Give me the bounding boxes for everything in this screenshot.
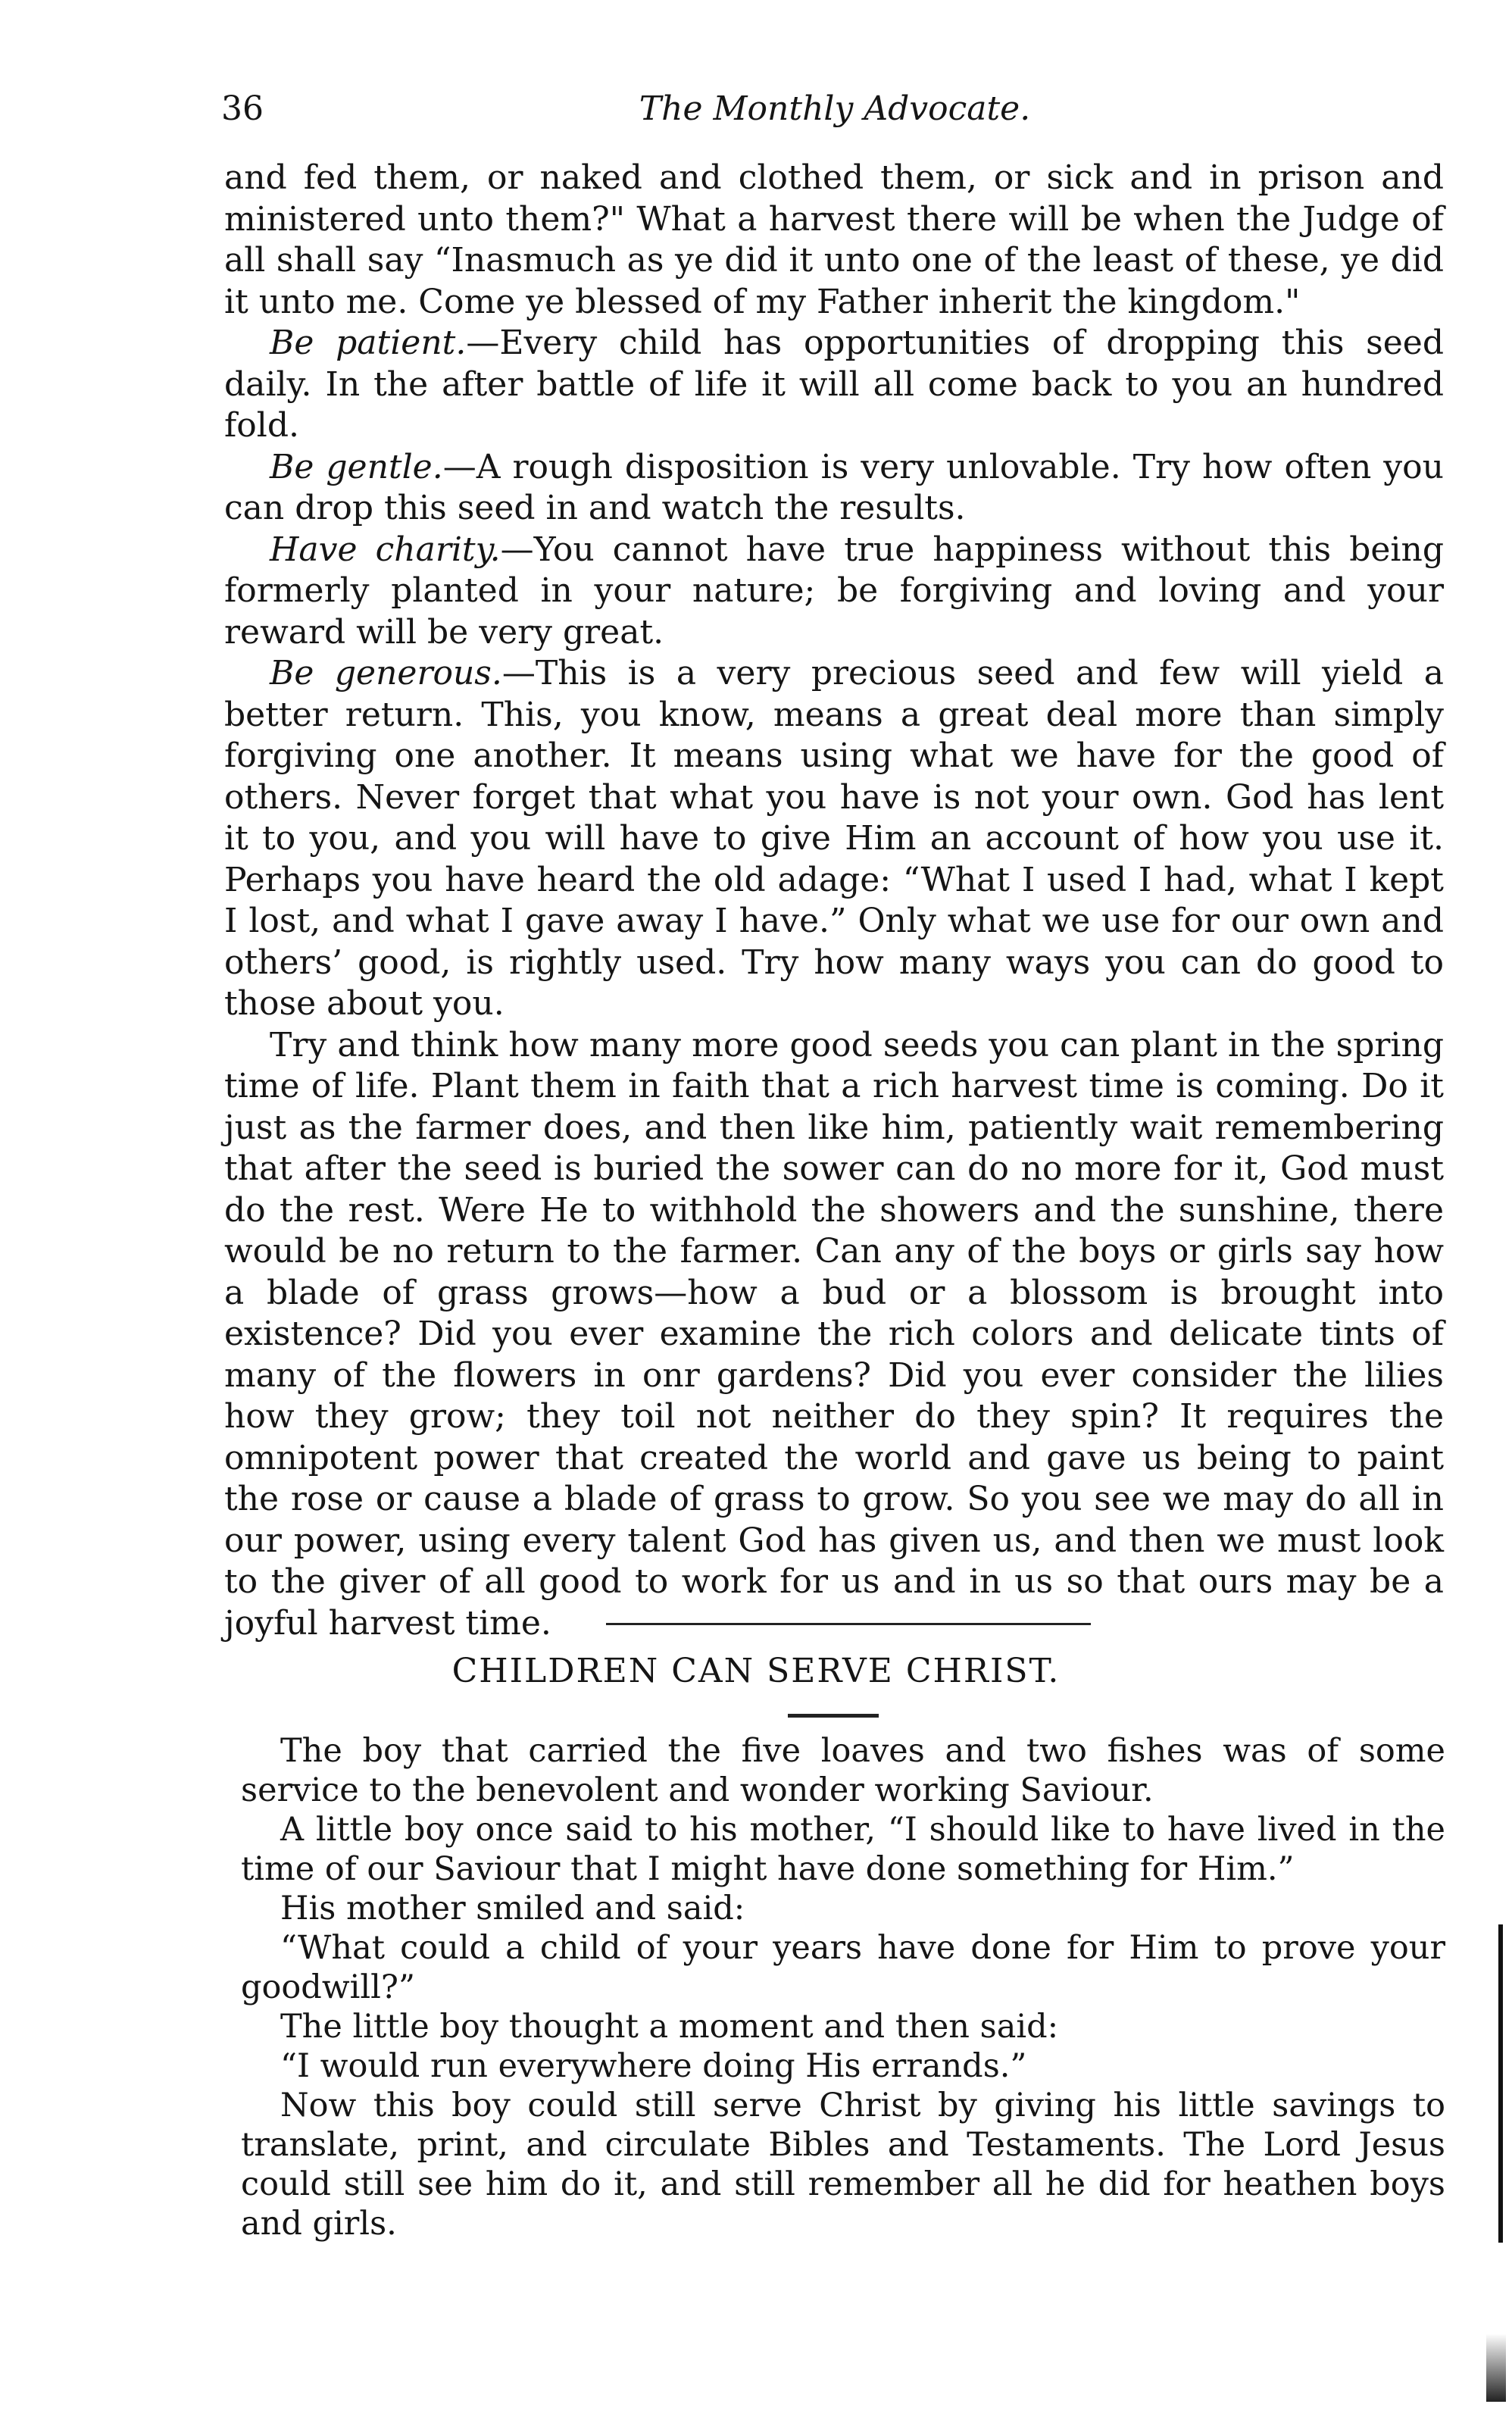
lead-in-be-patient: Be patient. bbox=[270, 324, 467, 362]
page-number: 36 bbox=[221, 89, 264, 128]
paragraph-have-charity bbox=[224, 530, 1444, 654]
paragraph-little-boy: A little boy once said to his mother, “I should like to have lived in the time of our Saviour that I might have done something for Him.” bbox=[241, 1811, 1445, 1888]
text-have-charity: —You cannot have true happiness without this being formerly planted in your nature; be forgiving and loving and your reward will be very great. bbox=[224, 530, 1444, 652]
paragraph-mother-smiled: His mother smiled and said: bbox=[280, 1890, 745, 1927]
paragraph-loaves: The boy that carried the five loaves and two fishes was of some service to the benevolent and wonder working Saviour. bbox=[241, 1732, 1445, 1809]
paragraph-be-generous bbox=[224, 653, 1444, 1025]
page-header bbox=[221, 89, 1448, 135]
paragraph-savings: Now this boy could still serve Christ by giving his little savings to translate, print, and circulate Bibles and Testaments. The Lord Jesus could still see him do it, and still remember all he did for heathen boys and girls. bbox=[241, 2087, 1445, 2243]
paragraph-boy-thought: The little boy thought a moment and then said: bbox=[280, 2008, 1059, 2046]
paragraph-be-patient bbox=[224, 323, 1444, 447]
text-be-generous: —This is a very precious seed and few will yield a better return. This, you know, means a great deal more than simply forgiving one another. It means using what we have for the good of others. Never forget that what you have is not your own. God has lent it to you, and you will have to give Him an account of how you use it. Perhaps you have heard the old adage: “What I used I had, what I kept I lost, and what I gave away I have.” Only what we use for our own and others’ good, is rightly used. Try how many ways you can do good to those about you. bbox=[224, 654, 1444, 1023]
text-be-patient: —Every child has opportunities of dropping this seed daily. In the after battle of life it will all come back to you an hundred fold. bbox=[224, 324, 1444, 445]
text-be-gentle: —A rough disposition is very unlovable. Try how often you can drop this seed in and watch the results. bbox=[224, 447, 1444, 527]
lead-in-be-gentle: Be gentle. bbox=[270, 447, 443, 486]
section-heading: CHILDREN CAN SERVE CHRIST. bbox=[451, 1652, 1061, 1690]
paragraph-continuation: and fed them, or naked and clothed them, or sick and in prison and ministered unto them?" What a harvest there will be when the Judge of all shall say “Inasmuch as ye did it unto one of the least of these, ye did it unto me. Come ye blessed of my Father inherit the kingdom." bbox=[224, 158, 1444, 321]
paragraph-good-seeds: Try and think how many more good seeds you can plant in the spring time of life. Plant them in faith that a rich harvest time is coming. Do it just as the farmer does, and then like him, patiently wait remembering that after the seed is buried the sower can do no more for it, God must do the rest. Were He to withhold the showers and the sunshine, there would be no return to the farmer. Can any of the boys or girls say how a blade of grass grows—how a bud or a blossom is brought into existence? Did you ever examine the rich colors and delicate tints of many of the flowers in onr gardens? Did you ever consider the lilies how they grow; they toil not neither do they spin? It requires the omnipotent power that created the world and gave us being to paint the rose or cause a blade of grass to grow. So you see we may do all in our power, using every talent God has given us, and then we must look to the giver of all good to work for us and in us so that ours may be a joyful harvest time. bbox=[224, 1025, 1444, 1643]
article-body-seeds bbox=[224, 158, 1444, 1644]
scan-corner-mark bbox=[1486, 2334, 1506, 2402]
lead-in-have-charity: Have charity. bbox=[270, 530, 501, 569]
paragraph-mother-question: “What could a child of your years have done for Him to prove your goodwill?” bbox=[241, 1929, 1445, 2006]
article-body-children bbox=[241, 1731, 1445, 2243]
lead-in-be-generous: Be generous. bbox=[270, 654, 502, 692]
paragraph-be-gentle bbox=[224, 447, 1444, 530]
paragraph-errands: “I would run everywhere doing His errands.” bbox=[280, 2047, 1027, 2085]
scan-edge-mark bbox=[1498, 1924, 1503, 2243]
running-title: The Monthly Advocate. bbox=[639, 89, 1031, 128]
heading-underline-rule bbox=[788, 1714, 879, 1718]
section-divider-rule bbox=[606, 1623, 1091, 1625]
